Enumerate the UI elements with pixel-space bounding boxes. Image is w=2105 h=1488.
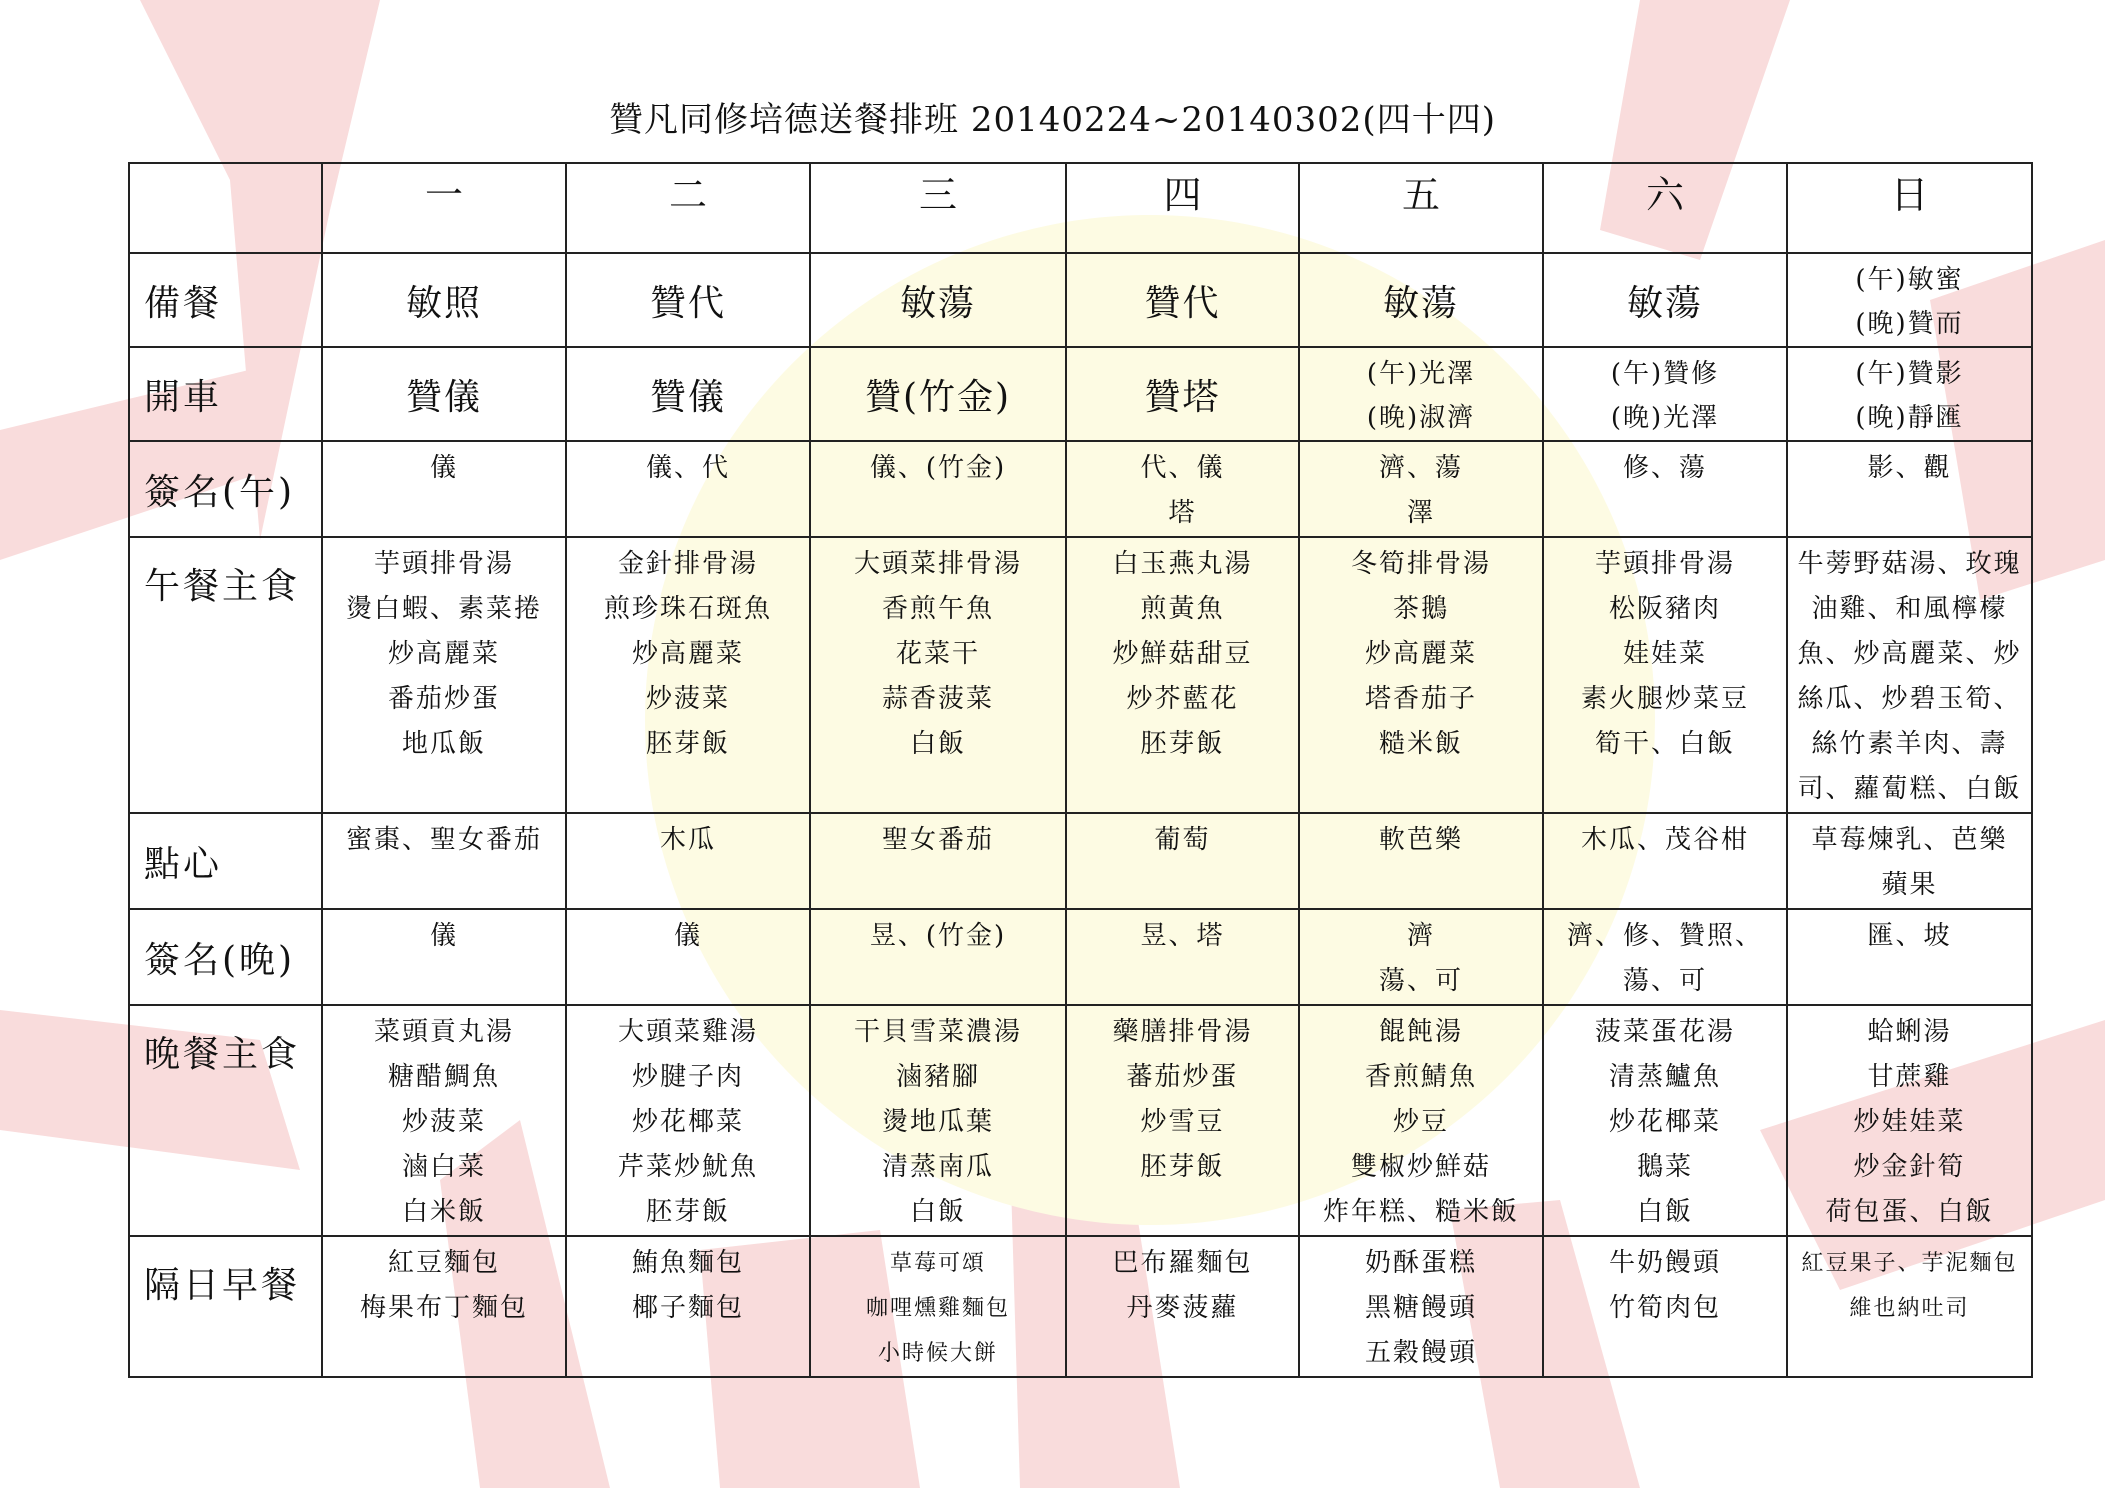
cell-line: 草莓煉乳、芭樂	[1811, 825, 2008, 855]
cell-line: 香煎鯖魚	[1364, 1062, 1477, 1092]
cell-line: 大頭菜雞湯	[617, 1017, 758, 1047]
cell-line: 椰子麵包	[631, 1293, 744, 1323]
schedule-cell	[566, 909, 810, 1005]
cell-line: 白米飯	[401, 1197, 486, 1227]
cell-line: 炒金針筍	[1853, 1152, 1966, 1182]
schedule-cell	[322, 1236, 566, 1377]
cell-line: 竹筍肉包	[1608, 1293, 1721, 1323]
schedule-row	[129, 1236, 2032, 1377]
schedule-cell	[1299, 1236, 1543, 1377]
schedule-cell: 贊(竹金)	[810, 347, 1066, 441]
cell-line: 炒菠菜	[401, 1107, 486, 1137]
cell-line: 絲瓜、炒碧玉筍、	[1797, 684, 2022, 714]
schedule-cell	[1787, 537, 2032, 813]
schedule-cell	[810, 441, 1066, 537]
cell-line: 五穀饅頭	[1364, 1338, 1477, 1368]
day-header: 六	[1543, 163, 1787, 253]
schedule-row	[129, 537, 2032, 813]
schedule-cell	[566, 813, 810, 909]
schedule-cell	[1543, 909, 1787, 1005]
cell-line: 荷包蛋、白飯	[1825, 1197, 1994, 1227]
cell-line: 絲竹素羊肉、壽	[1811, 729, 2008, 759]
schedule-cell	[566, 1236, 810, 1377]
schedule-cell	[810, 909, 1066, 1005]
cell-line: 代、儀	[1140, 453, 1225, 483]
cell-line: 煎珍珠石斑魚	[603, 594, 772, 624]
schedule-cell: 敏蕩	[1299, 253, 1543, 347]
row-label: 簽名(午)	[129, 441, 322, 537]
cell-line: 番茄炒蛋	[387, 684, 500, 714]
schedule-row	[129, 909, 2032, 1005]
cell-line: 花菜干	[895, 639, 980, 669]
schedule-cell	[566, 1005, 810, 1236]
cell-line: 塔	[1168, 498, 1197, 528]
cell-line: 蘋果	[1881, 870, 1938, 900]
cell-line: 魚、炒高麗菜、炒	[1797, 639, 2022, 669]
cell-line: 匯、坡	[1867, 921, 1952, 951]
cell-line: 葡萄	[1154, 825, 1211, 855]
schedule-cell	[1787, 253, 2032, 347]
cell-line: 甘蔗雞	[1867, 1062, 1952, 1092]
cell-line: 芹菜炒魷魚	[617, 1152, 758, 1182]
cell-line: 儀、(竹金)	[869, 453, 1007, 483]
schedule-cell	[1543, 1005, 1787, 1236]
cell-line: 炒鮮菇甜豆	[1112, 639, 1253, 669]
cell-line: 炒娃娃菜	[1853, 1107, 1966, 1137]
cell-line: 蛤蜊湯	[1867, 1017, 1952, 1047]
cell-line: 梅果布丁麵包	[359, 1293, 528, 1323]
cell-line: 清蒸鱸魚	[1608, 1062, 1721, 1092]
schedule-row	[129, 441, 2032, 537]
schedule-cell	[1299, 441, 1543, 537]
row-label: 點心	[129, 813, 322, 909]
row-label: 午餐主食	[129, 537, 322, 813]
cell-line: 修、蕩	[1622, 453, 1707, 483]
cell-line: 娃娃菜	[1622, 639, 1707, 669]
cell-line: 炒芥藍花	[1126, 684, 1239, 714]
cell-line: 糖醋鯛魚	[387, 1062, 500, 1092]
cell-line: 白飯	[909, 1197, 966, 1227]
cell-line: 炒高麗菜	[387, 639, 500, 669]
cell-line: 蕃茄炒蛋	[1126, 1062, 1239, 1092]
schedule-row	[129, 347, 2032, 441]
cell-line: (晚)淑濟	[1366, 403, 1476, 433]
schedule-cell	[1543, 441, 1787, 537]
cell-line: 儀	[429, 921, 458, 951]
cell-line: 冬筍排骨湯	[1350, 549, 1491, 579]
cell-line: 炸年糕、糙米飯	[1322, 1197, 1519, 1227]
cell-line: 丹麥菠蘿	[1126, 1293, 1239, 1323]
cell-line: 鵝菜	[1636, 1152, 1693, 1182]
cell-line: 滷白菜	[401, 1152, 486, 1182]
cell-line: 茶鵝	[1392, 594, 1449, 624]
cell-line: 胚芽飯	[645, 729, 730, 759]
day-header: 五	[1299, 163, 1543, 253]
cell-line: 白玉燕丸湯	[1112, 549, 1253, 579]
page-title: 贊凡同修培德送餐排班 20140224~20140302(四十四)	[609, 100, 1496, 140]
schedule-cell	[1543, 1236, 1787, 1377]
cell-line: 牛奶饅頭	[1608, 1248, 1721, 1278]
cell-line: 濟	[1406, 921, 1435, 951]
cell-line: 小時候大餅	[877, 1341, 998, 1366]
cell-line: 燙地瓜葉	[881, 1107, 994, 1137]
schedule-cell	[1787, 1236, 2032, 1377]
cell-line: 胚芽飯	[645, 1197, 730, 1227]
cell-line: 白飯	[1636, 1197, 1693, 1227]
schedule-cell	[1299, 347, 1543, 441]
cell-line: 澤	[1406, 498, 1435, 528]
schedule-cell	[1066, 1236, 1299, 1377]
cell-line: 菜頭貢丸湯	[373, 1017, 514, 1047]
cell-line: 司、蘿蔔糕、白飯	[1797, 774, 2022, 804]
schedule-cell	[1066, 1005, 1299, 1236]
schedule-cell	[1066, 441, 1299, 537]
cell-line: 清蒸南瓜	[881, 1152, 994, 1182]
cell-line: 藥膳排骨湯	[1112, 1017, 1253, 1047]
cell-line: 糙米飯	[1378, 729, 1463, 759]
schedule-cell: 贊代	[1066, 253, 1299, 347]
schedule-cell	[1787, 441, 2032, 537]
schedule-cell	[322, 441, 566, 537]
row-label: 簽名(晚)	[129, 909, 322, 1005]
cell-line: 香煎午魚	[881, 594, 994, 624]
cell-line: 黑糖饅頭	[1364, 1293, 1477, 1323]
cell-line: (晚)光澤	[1610, 403, 1720, 433]
day-header: 日	[1787, 163, 2032, 253]
cell-line: 塔香茄子	[1364, 684, 1477, 714]
schedule-cell	[322, 1005, 566, 1236]
schedule-cell: 贊代	[566, 253, 810, 347]
schedule-cell	[1066, 813, 1299, 909]
cell-line: (午)光澤	[1366, 359, 1476, 389]
cell-line: 濟、蕩	[1378, 453, 1463, 483]
schedule-cell	[1299, 909, 1543, 1005]
schedule-body	[129, 253, 2032, 1377]
cell-line: 筍干、白飯	[1594, 729, 1735, 759]
cell-line: 煎黃魚	[1140, 594, 1225, 624]
cell-line: 儀	[429, 453, 458, 483]
schedule-row	[129, 813, 2032, 909]
cell-line: 昱、塔	[1140, 921, 1225, 951]
schedule-cell	[810, 813, 1066, 909]
cell-line: 影、觀	[1867, 453, 1952, 483]
schedule-cell	[566, 537, 810, 813]
cell-line: 蕩、可	[1622, 966, 1707, 996]
schedule-cell	[322, 537, 566, 813]
cell-line: 濟、修、贊照、	[1566, 921, 1763, 951]
cell-line: 菠菜蛋花湯	[1594, 1017, 1735, 1047]
row-label: 隔日早餐	[129, 1236, 322, 1377]
cell-line: (晚)贊而	[1855, 309, 1964, 339]
cell-line: 胚芽飯	[1140, 729, 1225, 759]
cell-line: 蕩、可	[1378, 966, 1463, 996]
cell-line: 巴布羅麵包	[1112, 1248, 1253, 1278]
cell-line: 胚芽飯	[1140, 1152, 1225, 1182]
schedule-cell	[1787, 813, 2032, 909]
cell-line: 金針排骨湯	[617, 549, 758, 579]
row-label: 晚餐主食	[129, 1005, 322, 1236]
cell-line: 滷豬腳	[895, 1062, 980, 1092]
cell-line: (晚)靜匯	[1855, 403, 1964, 433]
schedule-cell: 贊塔	[1066, 347, 1299, 441]
cell-line: 地瓜飯	[401, 729, 486, 759]
schedule-row	[129, 1005, 2032, 1236]
cell-line: 芋頭排骨湯	[1594, 549, 1735, 579]
cell-line: 鮪魚麵包	[631, 1248, 744, 1278]
cell-line: 奶酥蛋糕	[1364, 1248, 1477, 1278]
cell-line: 昱、(竹金)	[869, 921, 1007, 951]
cell-line: 蒜香菠菜	[881, 684, 994, 714]
day-header-row	[129, 163, 2032, 253]
cell-line: 紅豆果子、芋泥麵包	[1801, 1251, 2018, 1276]
schedule-cell	[1787, 909, 2032, 1005]
cell-line: 蜜棗、聖女番茄	[345, 825, 542, 855]
cell-line: 素火腿炒菜豆	[1580, 684, 1749, 714]
cell-line: 炒菠菜	[645, 684, 730, 714]
cell-line: (午)敏蜜	[1855, 265, 1964, 295]
cell-line: 聖女番茄	[881, 825, 994, 855]
cell-line: 軟芭樂	[1378, 825, 1463, 855]
cell-line: 炒高麗菜	[631, 639, 744, 669]
schedule-cell	[322, 909, 566, 1005]
day-header: 四	[1066, 163, 1299, 253]
cell-line: 炒腱子肉	[631, 1062, 744, 1092]
schedule-cell	[1787, 1005, 2032, 1236]
cell-line: 紅豆麵包	[387, 1248, 500, 1278]
cell-line: 松阪豬肉	[1608, 594, 1721, 624]
cell-line: 餛飩湯	[1378, 1017, 1463, 1047]
cell-line: 炒高麗菜	[1364, 639, 1477, 669]
schedule-cell: 敏照	[322, 253, 566, 347]
schedule-cell	[1543, 813, 1787, 909]
cell-line: 油雞、和風檸檬	[1811, 594, 2008, 624]
cell-line: 木瓜	[659, 825, 716, 855]
schedule-cell: 敏蕩	[810, 253, 1066, 347]
schedule-cell	[810, 1236, 1066, 1377]
schedule-cell: 敏蕩	[1543, 253, 1787, 347]
cell-line: 儀、代	[645, 453, 730, 483]
row-label: 開車	[129, 347, 322, 441]
row-label: 備餐	[129, 253, 322, 347]
schedule-cell	[1066, 909, 1299, 1005]
cell-line: 燙白蝦、素菜捲	[345, 594, 542, 624]
cell-line: 白飯	[909, 729, 966, 759]
cell-line: 炒花椰菜	[631, 1107, 744, 1137]
schedule-cell	[322, 813, 566, 909]
cell-line: 炒雪豆	[1140, 1107, 1225, 1137]
cell-line: 雙椒炒鮮菇	[1350, 1152, 1491, 1182]
schedule-cell	[810, 1005, 1066, 1236]
schedule-cell	[1299, 813, 1543, 909]
schedule-cell	[1543, 537, 1787, 813]
cell-line: 干貝雪菜濃湯	[853, 1017, 1022, 1047]
schedule-cell	[1543, 347, 1787, 441]
cell-line: 維也納吐司	[1849, 1296, 1970, 1321]
cell-line: 炒花椰菜	[1608, 1107, 1721, 1137]
cell-line: 芋頭排骨湯	[373, 549, 514, 579]
cell-line: 炒豆	[1392, 1107, 1449, 1137]
day-header: 三	[810, 163, 1066, 253]
corner-cell	[129, 163, 322, 253]
cell-line: 草莓可頌	[889, 1251, 986, 1276]
cell-line: 儀	[673, 921, 702, 951]
schedule-cell: 贊儀	[322, 347, 566, 441]
cell-line: 木瓜、茂谷柑	[1580, 825, 1749, 855]
schedule-cell	[1299, 1005, 1543, 1236]
cell-line: (午)贊修	[1610, 359, 1720, 389]
cell-line: 牛蒡野菇湯、玫瑰	[1797, 549, 2022, 579]
schedule-cell	[1066, 537, 1299, 813]
day-header: 一	[322, 163, 566, 253]
schedule-cell	[1787, 347, 2032, 441]
cell-line: 咖哩燻雞麵包	[865, 1296, 1010, 1321]
schedule-row	[129, 253, 2032, 347]
cell-line: (午)贊影	[1855, 359, 1964, 389]
schedule-cell: 贊儀	[566, 347, 810, 441]
cell-line: 大頭菜排骨湯	[853, 549, 1022, 579]
schedule-cell	[1299, 537, 1543, 813]
day-header: 二	[566, 163, 810, 253]
schedule-cell	[810, 537, 1066, 813]
schedule-table	[128, 162, 2033, 1378]
schedule-cell	[566, 441, 810, 537]
